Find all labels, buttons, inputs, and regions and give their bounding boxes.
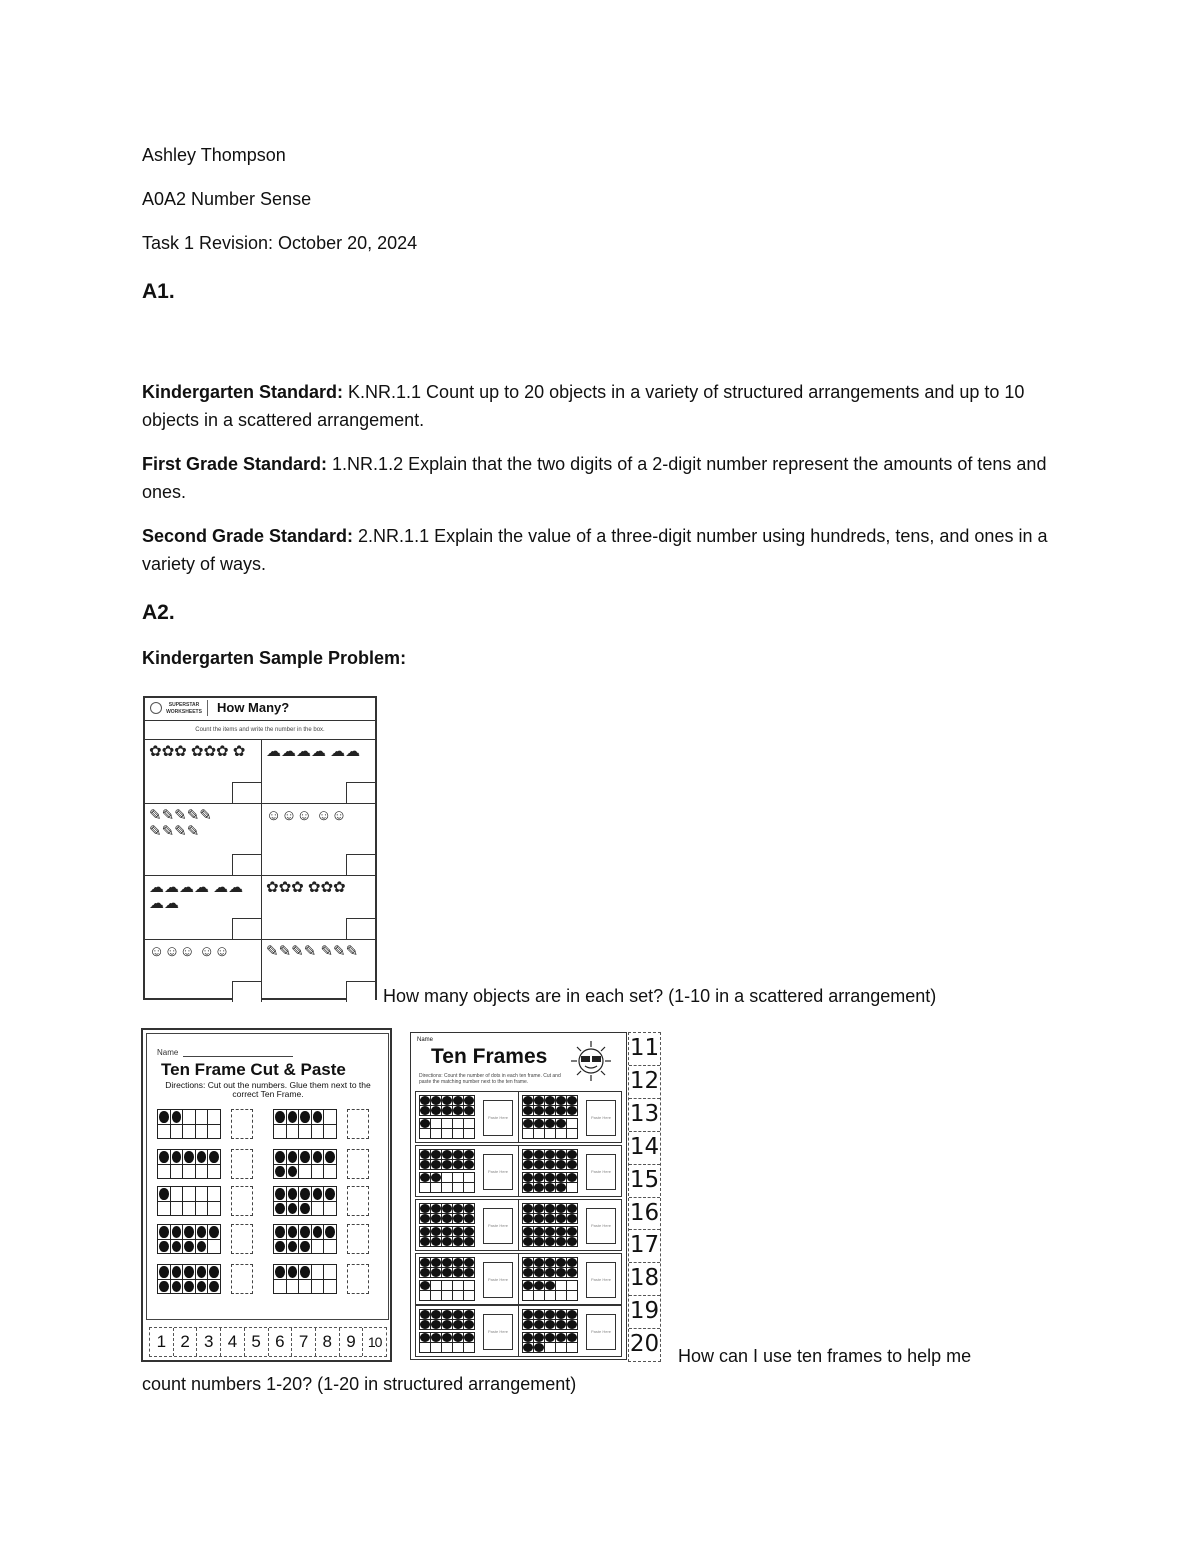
section-heading-a2: A2. <box>142 601 175 624</box>
cut-out-number-column <box>628 1032 661 1362</box>
cut-out-number: 19 <box>629 1296 660 1329</box>
answer-box <box>346 918 375 939</box>
ten-frame-panel <box>415 1091 622 1143</box>
count-cell: ☁☁☁☁ ☁☁ <box>262 740 375 804</box>
first-grade-standard <box>142 450 1062 506</box>
paste-here-box: Paste Here <box>483 1262 513 1298</box>
cut-out-number: 11 <box>629 1033 660 1066</box>
answer-box <box>232 981 261 1002</box>
cut-out-number: 2 <box>174 1328 198 1356</box>
cut-out-number: 20 <box>629 1331 660 1358</box>
answer-box <box>232 854 261 875</box>
paste-slot <box>347 1224 369 1254</box>
kindergarten-standard-text: K.NR.1.1 Count up to 20 objects in a variety of structured arrangements and up to 10 objects in a scattered arrangement. <box>142 382 1025 430</box>
cut-out-number: 7 <box>292 1328 316 1356</box>
ten-frame <box>419 1118 475 1139</box>
ten-frame <box>522 1149 578 1170</box>
ten-frame <box>273 1186 337 1216</box>
worksheet-directions: Directions: Cut out the numbers. Glue them next to the correct Ten Frame. <box>165 1080 371 1099</box>
second-grade-standard-text: 2.NR.1.1 Explain the value of a three-digit number using hundreds, tens, and ones in a variety of ways. <box>142 526 1048 574</box>
name-label: Name <box>417 1037 434 1043</box>
count-cell: ✿✿✿ ✿✿✿ <box>262 876 375 940</box>
cut-out-number: 6 <box>269 1328 293 1356</box>
ten-frame <box>522 1203 578 1224</box>
author-name: Ashley Thompson <box>142 145 286 165</box>
ten-frame <box>157 1149 221 1179</box>
ten-frame <box>273 1109 337 1139</box>
paste-here-box: Paste Here <box>483 1314 513 1350</box>
paste-here-box: Paste Here <box>586 1100 616 1136</box>
ten-frame <box>419 1280 475 1301</box>
count-cell: ☁☁☁☁ ☁☁☁☁ <box>145 876 262 940</box>
paste-slot <box>347 1109 369 1139</box>
ten-frame <box>273 1224 337 1254</box>
cut-out-number: 12 <box>629 1066 660 1099</box>
count-cell: ✿✿✿ ✿✿✿ ✿ <box>145 740 262 804</box>
paste-here-box: Paste Here <box>586 1262 616 1298</box>
ten-frame <box>522 1118 578 1139</box>
worksheet-directions: Count the items and write the number in the box. <box>145 721 375 740</box>
ten-frame <box>157 1264 221 1294</box>
count-cell: ✎✎✎✎ ✎✎✎ <box>262 940 375 1002</box>
section-heading-a1: A1. <box>142 280 175 303</box>
answer-box <box>232 782 261 803</box>
paste-slot <box>231 1149 253 1179</box>
ten-frame-panel <box>415 1199 622 1251</box>
ten-frame-panel <box>415 1253 622 1305</box>
cut-out-number: 5 <box>245 1328 269 1356</box>
kindergarten-standard-label: Kindergarten Standard: <box>142 382 344 402</box>
ten-frame <box>157 1224 221 1254</box>
ten-frame <box>419 1332 475 1353</box>
caption-how-many: How many objects are in each set? (1-10 in a scattered arrangement) <box>383 986 937 1006</box>
paste-slot <box>347 1264 369 1294</box>
ten-frame <box>273 1149 337 1179</box>
count-cell: ☺☺☺ ☺☺ <box>262 804 375 876</box>
ten-frame-panel <box>415 1145 622 1197</box>
count-cell: ✎✎✎✎✎ ✎✎✎✎ <box>145 804 262 876</box>
worksheet-directions: Directions: Count the number of dots in each ten frame. Cut and paste the matching number next to the ten frame. <box>419 1073 561 1085</box>
ten-frame <box>419 1257 475 1278</box>
second-grade-standard <box>142 522 1062 578</box>
paste-here-box: Paste Here <box>586 1208 616 1244</box>
ten-frame <box>522 1226 578 1247</box>
ten-frame <box>522 1172 578 1193</box>
ten-frame <box>157 1186 221 1216</box>
task-revision: Task 1 Revision: October 20, 2024 <box>142 233 418 253</box>
answer-box <box>346 981 375 1002</box>
ten-frame <box>522 1095 578 1116</box>
cut-out-number: 17 <box>629 1230 660 1263</box>
ten-frame <box>522 1309 578 1330</box>
paste-here-box: Paste Here <box>586 1154 616 1190</box>
worksheet-title: Ten Frames <box>431 1045 548 1068</box>
second-grade-standard-label: Second Grade Standard: <box>142 526 354 546</box>
name-label: Name <box>157 1048 179 1057</box>
paste-here-box: Paste Here <box>483 1100 513 1136</box>
answer-box <box>232 918 261 939</box>
paste-slot <box>231 1109 253 1139</box>
caption-ten-frames-line2: count numbers 1-20? (1-20 in structured arrangement) <box>142 1374 577 1394</box>
cut-out-number: 8 <box>316 1328 340 1356</box>
cut-out-number: 15 <box>629 1165 660 1198</box>
cut-out-number: 18 <box>629 1263 660 1296</box>
ten-frame <box>522 1280 578 1301</box>
paste-slot <box>231 1186 253 1216</box>
kindergarten-sample-heading: Kindergarten Sample Problem: <box>142 648 407 668</box>
ten-frame-panel <box>415 1305 622 1357</box>
paste-slot <box>347 1186 369 1216</box>
answer-box <box>346 782 375 803</box>
ten-frame <box>157 1109 221 1139</box>
ten-frame <box>273 1264 337 1294</box>
course-title: A0A2 Number Sense <box>142 189 312 209</box>
cut-out-number: 10 <box>367 1334 382 1350</box>
cut-out-number: 9 <box>340 1328 364 1356</box>
paste-here-box: Paste Here <box>586 1314 616 1350</box>
worksheet-title: How Many? <box>217 700 290 715</box>
worksheet-header <box>145 698 375 721</box>
ten-frame <box>419 1172 475 1193</box>
cut-out-number-strip <box>149 1327 387 1357</box>
sun-sunglasses-icon <box>569 1039 613 1083</box>
count-cell: ☺☺☺ ☺☺ <box>145 940 262 1002</box>
paste-slot <box>347 1149 369 1179</box>
worksheet-logo: SUPERSTAR WORKSHEETS <box>147 700 208 716</box>
ten-frame <box>419 1203 475 1224</box>
paste-slot <box>231 1224 253 1254</box>
cut-out-number: 1 <box>150 1328 174 1356</box>
ten-frame <box>419 1226 475 1247</box>
cut-out-number: 3 <box>197 1328 221 1356</box>
paste-here-box: Paste Here <box>483 1208 513 1244</box>
answer-box <box>346 854 375 875</box>
paste-here-box: Paste Here <box>483 1154 513 1190</box>
kindergarten-standard <box>142 378 1062 434</box>
cut-out-number: 4 <box>221 1328 245 1356</box>
paste-slot <box>231 1264 253 1294</box>
worksheet-title: Ten Frame Cut & Paste <box>161 1060 346 1079</box>
ten-frames-worksheet <box>410 1032 627 1360</box>
cut-out-number: 13 <box>629 1099 660 1132</box>
caption-ten-frames-line1: How can I use ten frames to help me <box>678 1346 972 1366</box>
first-grade-standard-text: 1.NR.1.2 Explain that the two digits of a 2-digit number represent the amounts of tens and ones. <box>142 454 1047 502</box>
how-many-worksheet <box>143 696 377 1000</box>
ten-frame <box>522 1332 578 1353</box>
cut-out-number: 16 <box>629 1198 660 1231</box>
ten-frame <box>419 1095 475 1116</box>
cut-out-number: 14 <box>629 1132 660 1165</box>
ten-frame <box>419 1149 475 1170</box>
ten-frame-cut-paste-worksheet <box>141 1028 392 1362</box>
ten-frame <box>522 1257 578 1278</box>
first-grade-standard-label: First Grade Standard: <box>142 454 328 474</box>
ten-frame <box>419 1309 475 1330</box>
